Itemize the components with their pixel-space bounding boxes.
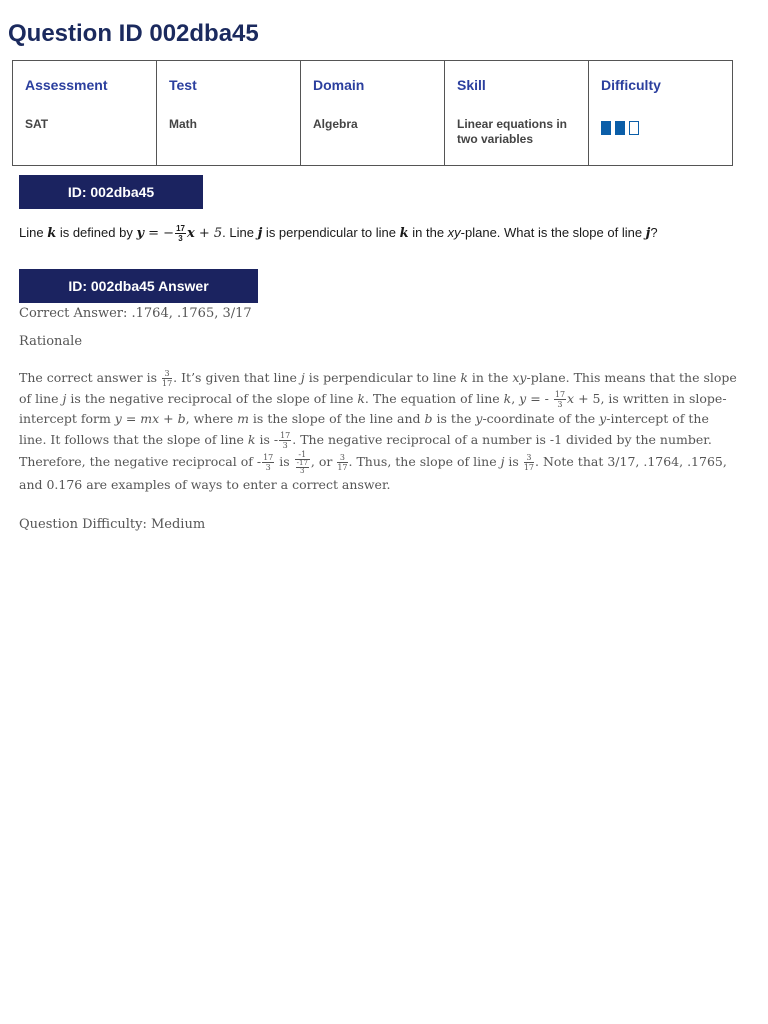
difficulty-bar-filled [615, 121, 625, 135]
rationale-text: The correct answer is $\frac{3}{17}$ . It’s given that line j is perpendicular to line k in the xy-plane. This means that the slope of line j is the negative reciprocal of the slope of line k. The equation of line k, y = - $\frac{17}{3}$ x + 5, is written in slope-intercept form y = mx + b, where m is the slope of the line and b is the y-coordinate of the y-intercept of the line. It follows that the slope of line k is - $\frac{17}{3}$ . The negative reciprocal of a number is -1 divided by the number. Therefore, the negative reciprocal of - $\frac{17}{3}$ is $\frac{-1}{\frac{-17}{3}}$ , or $\frac{3}{17}$ . Thus, the slope of line j is $\frac{3}{17}$ . Note that 3/17, .1764, .1765, and 0.176 are examples of ways to enter a correct answer. [19, 369, 737, 492]
page-title: Question ID 002dba45 [8, 20, 259, 47]
rationale-heading: Rationale [19, 334, 83, 349]
test-value: Math [169, 117, 197, 131]
assessment-header: Assessment [25, 77, 108, 93]
domain-cell [301, 61, 445, 166]
skill-value: Linear equations in two variables [457, 117, 568, 146]
correct-answer: Correct Answer: .1764, .1765, 3/17 [19, 306, 252, 321]
assessment-cell [13, 61, 157, 166]
difficulty-header: Difficulty [601, 77, 661, 93]
skill-header: Skill [457, 77, 486, 93]
difficulty-bar-empty [629, 121, 639, 135]
metadata-table [12, 60, 733, 166]
question-difficulty: Question Difficulty: Medium [19, 517, 206, 532]
domain-value: Algebra [313, 117, 358, 131]
question-text: Line k is defined by y = − $\frac{17}{3}$ x + 5. Line j is perpendicular to line k in the xy-plane. What is the slope of line j? [19, 224, 658, 243]
difficulty-cell [589, 61, 733, 166]
domain-header: Domain [313, 77, 365, 93]
difficulty-indicator [601, 121, 720, 137]
question-id-banner: ID: 002dba45 [19, 175, 203, 209]
test-header: Test [169, 77, 197, 93]
assessment-value: SAT [25, 117, 49, 131]
skill-cell [445, 61, 589, 166]
difficulty-bar-filled [601, 121, 611, 135]
answer-id-banner: ID: 002dba45 Answer [19, 269, 258, 303]
test-cell [157, 61, 301, 166]
